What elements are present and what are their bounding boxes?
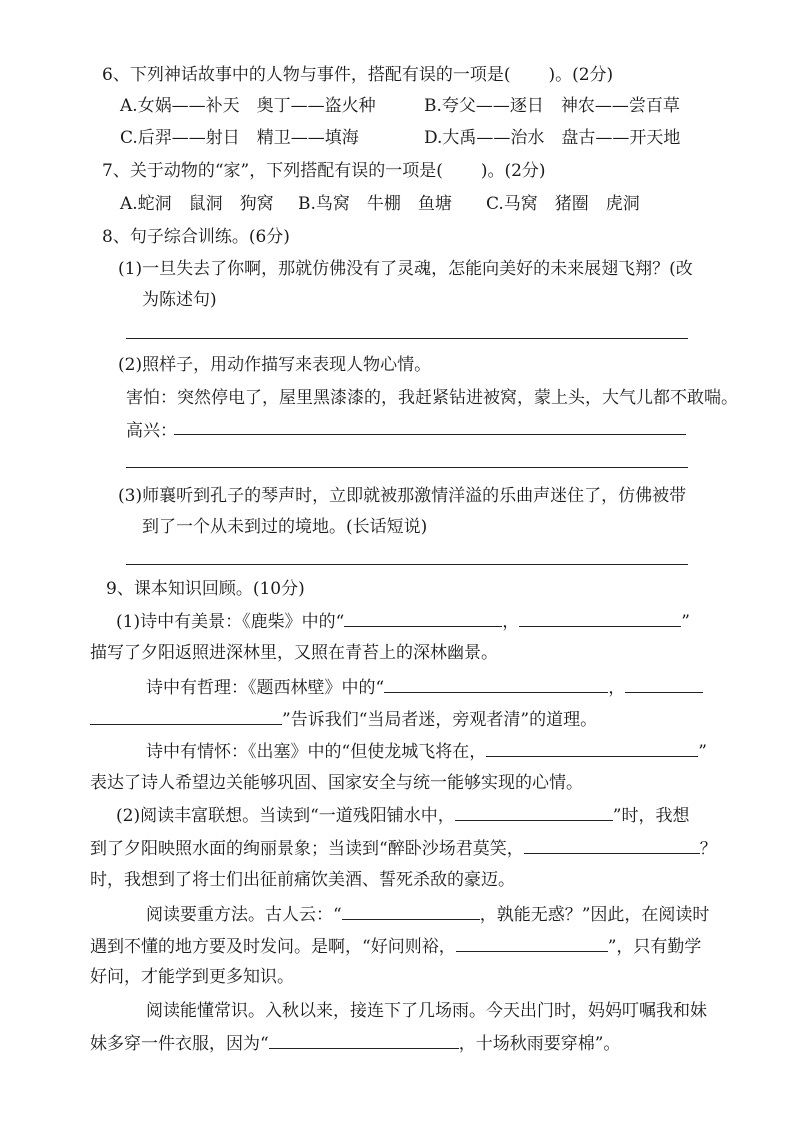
- q9-stem: 9、课本知识回顾。(10分): [106, 579, 305, 599]
- q8-s2-example: 害怕：突然停电了，屋里黑漆漆的，我赶紧钻进被窝，蒙上头，大气儿都不敢喘。: [126, 388, 738, 408]
- q7-option-b: B.鸟窝 牛棚 鱼塘: [298, 194, 452, 214]
- q9-p4-desc: 时，我想到了将士们出征前痛饮美酒、誓死杀敌的豪迈。: [90, 870, 515, 890]
- q9-p5-cont: 遇到不懂的地方要及时发问。是啊，“好问则裕， ”，只有勤学: [90, 937, 702, 957]
- q8-stem: 8、句子综合训练。(6分): [102, 227, 290, 247]
- q9-p2: 诗中有哲理：《题西林壁》中的“ ，: [146, 676, 703, 699]
- q9-p3: 诗中有情怀：《出塞》中的“但使龙城飞将在， ”: [146, 742, 707, 762]
- q7-option-c: C.马窝 猪圈 虎洞: [486, 194, 640, 214]
- q9-blank-qiuyu[interactable]: [269, 1032, 459, 1049]
- q9-blank-xilin-1[interactable]: [384, 676, 608, 693]
- q8-s2: (2)照样子，用动作描写来表现人物心情。: [118, 355, 432, 375]
- q9-blank-canyang[interactable]: [455, 804, 613, 821]
- q9-blank-xilin-2a[interactable]: [625, 676, 703, 693]
- q8-s1-answer-line[interactable]: [126, 338, 688, 339]
- q9-p5: 阅读要重方法。古人云：“ ，孰能无惑？”因此，在阅读时: [146, 905, 710, 925]
- q9-p1-desc: 描写了夕阳返照进深林里，又照在青苔上的深林幽景。: [90, 643, 498, 663]
- q8-s2-prompt: 高兴：: [126, 421, 177, 441]
- q9-p2-cont: ”告诉我们“当局者迷，旁观者清”的道理。: [90, 708, 597, 731]
- q9-p5-desc: 好问，才能学到更多知识。: [90, 967, 294, 987]
- q7-option-a: A.蛇洞 鼠洞 狗窝: [120, 194, 274, 214]
- q6-option-b: B.夸父——逐日 神农——尝百草: [424, 96, 680, 116]
- q6-stem: 6、下列神话故事中的人物与事件，搭配有误的一项是( )。(2分): [102, 65, 614, 85]
- q9-p1: (1)诗中有美景：《鹿柴》中的“ ， ”: [116, 612, 690, 632]
- q9-p6: 阅读能懂常识。入秋以来，接连下了几场雨。今天出门时，妈妈叮嘱我和妹: [146, 1001, 707, 1021]
- q9-blank-luzhai-1[interactable]: [344, 610, 502, 627]
- q6-option-a: A.女娲——补天 奥丁——盗火种: [120, 96, 376, 116]
- q8-s2-answer-line-1[interactable]: [174, 434, 686, 435]
- q9-blank-haowen[interactable]: [456, 935, 608, 952]
- q9-p4: (2)阅读丰富联想。当读到“一道残阳铺水中， ”时，我想: [116, 806, 690, 826]
- q8-s1-line2: 为陈述句): [142, 290, 217, 310]
- q8-s1-line1: (1)一旦失去了你啊，那就仿佛没有了灵魂，怎能向美好的未来展翅飞翔？(改: [118, 259, 693, 279]
- q8-s3-answer-line[interactable]: [126, 564, 688, 565]
- q6-option-c: C.后羿——射日 精卫——填海: [120, 128, 359, 148]
- q9-blank-chusai[interactable]: [486, 740, 698, 757]
- q9-p6-cont: 妹多穿一件衣服，因为“ ，十场秋雨要穿棉”。: [90, 1034, 621, 1054]
- q8-s3-line2: 到了一个从未到过的境地。(长话短说): [142, 517, 428, 537]
- q9-blank-guren[interactable]: [342, 903, 480, 920]
- q9-blank-shachang[interactable]: [524, 837, 700, 854]
- q9-blank-luzhai-2[interactable]: [519, 610, 681, 627]
- q9-blank-xilin-2b[interactable]: [90, 708, 282, 725]
- q8-s2-answer-line-2[interactable]: [126, 467, 688, 468]
- q8-s3-line1: (3)师襄听到孔子的琴声时，立即就被那激情洋溢的乐曲声迷住了，仿佛被带: [118, 486, 687, 506]
- q6-option-d: D.大禹——治水 盘古——开天地: [424, 128, 681, 148]
- q9-p3-desc: 表达了诗人希望边关能够巩固、国家安全与统一能够实现的心情。: [90, 773, 583, 793]
- q9-p4-cont: 到了夕阳映照水面的绚丽景象；当读到“醉卧沙场君莫笑， ？: [90, 839, 717, 859]
- q7-stem: 7、关于动物的“家”，下列搭配有误的一项是( )。(2分): [102, 161, 546, 181]
